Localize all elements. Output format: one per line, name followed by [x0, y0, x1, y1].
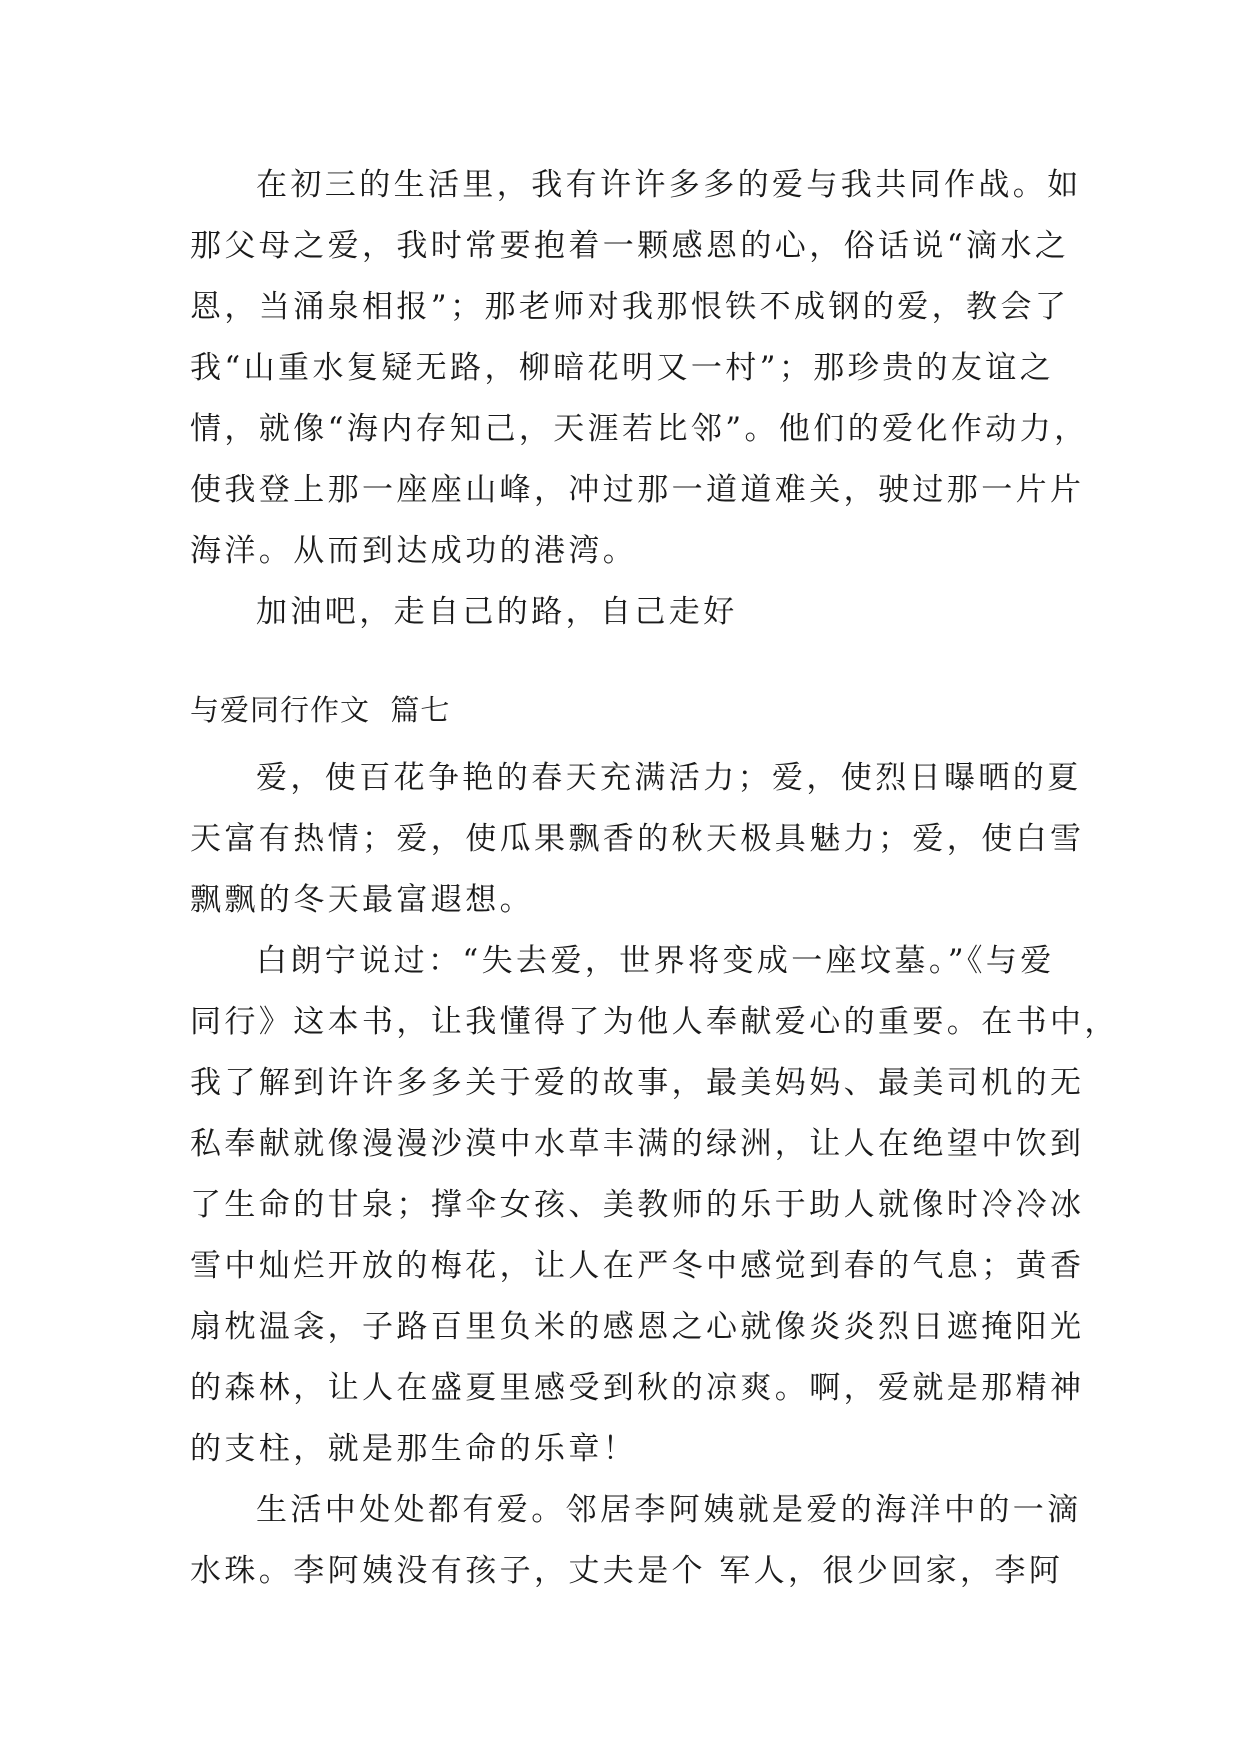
text-line: 飘飘的冬天最富遐想。	[190, 882, 534, 918]
text-line: 同行》这本书，让我懂得了为他人奉献爱心的重要。在书中，	[190, 1004, 1119, 1040]
text-line: 白朗宁说过：“失去爱，世界将变成一座坟墓。”《与爱	[256, 943, 1055, 979]
text-line: 生活中处处都有爱。邻居李阿姨就是爱的海洋中的一滴	[256, 1492, 1082, 1528]
text-line: 海洋。从而到达成功的港湾。	[190, 533, 638, 569]
text-line: 恩，当涌泉相报”；那老师对我那恨铁不成钢的爱，教会了	[190, 289, 1070, 325]
text-line: 的森林，让人在盛夏里感受到秋的凉爽。啊，爱就是那精神	[190, 1370, 1085, 1406]
text-line: 那父母之爱，我时常要抱着一颗感恩的心，俗话说“滴水之	[190, 228, 1070, 264]
text-line: 天富有热情；爱，使瓜果飘香的秋天极具魅力；爱，使白雪	[190, 821, 1085, 857]
section-1-paragraph-1	[190, 155, 1089, 582]
text-line: 加油吧，走自己的路，自己走好	[256, 594, 738, 630]
text-line: 了生命的甘泉；撑伞女孩、美教师的乐于助人就像时冷冷冰	[190, 1187, 1085, 1223]
text-line: 的支柱，就是那生命的乐章！	[190, 1431, 638, 1467]
text-line: 在初三的生活里，我有许许多多的爱与我共同作战。如	[256, 167, 1082, 203]
text-line: 扇枕温衾，子路百里负米的感恩之心就像炎炎烈日遮掩阳光	[190, 1309, 1085, 1345]
text-line: 私奉献就像漫漫沙漠中水草丰满的绿洲，让人在绝望中饮到	[190, 1126, 1085, 1162]
text-line: 使我登上那一座座山峰，冲过那一道道难关，驶过那一片片	[190, 472, 1085, 508]
text-line: 雪中灿烂开放的梅花，让人在严冬中感觉到春的气息；黄香	[190, 1248, 1085, 1284]
section-1-paragraph-2	[190, 582, 1060, 643]
text-line: 我“山重水复疑无路，柳暗花明又一村”；那珍贵的友谊之	[190, 350, 1055, 386]
section-2-paragraph-3	[190, 1480, 1082, 1602]
section-2-paragraph-2	[190, 931, 1119, 1480]
text-line: 我了解到许许多多关于爱的故事，最美妈妈、最美司机的无	[190, 1065, 1085, 1101]
text-line: 情，就像“海内存知己，天涯若比邻”。他们的爱化作动力，	[190, 411, 1089, 447]
section-2-paragraph-1	[190, 748, 1085, 931]
section-heading: 与爱同行作文 篇七	[190, 693, 451, 727]
text-line: 水珠。李阿姨没有孩子，丈夫是个 军人，很少回家，李阿	[190, 1553, 1064, 1589]
text-line: 爱，使百花争艳的春天充满活力；爱，使烈日曝晒的夏	[256, 760, 1082, 796]
